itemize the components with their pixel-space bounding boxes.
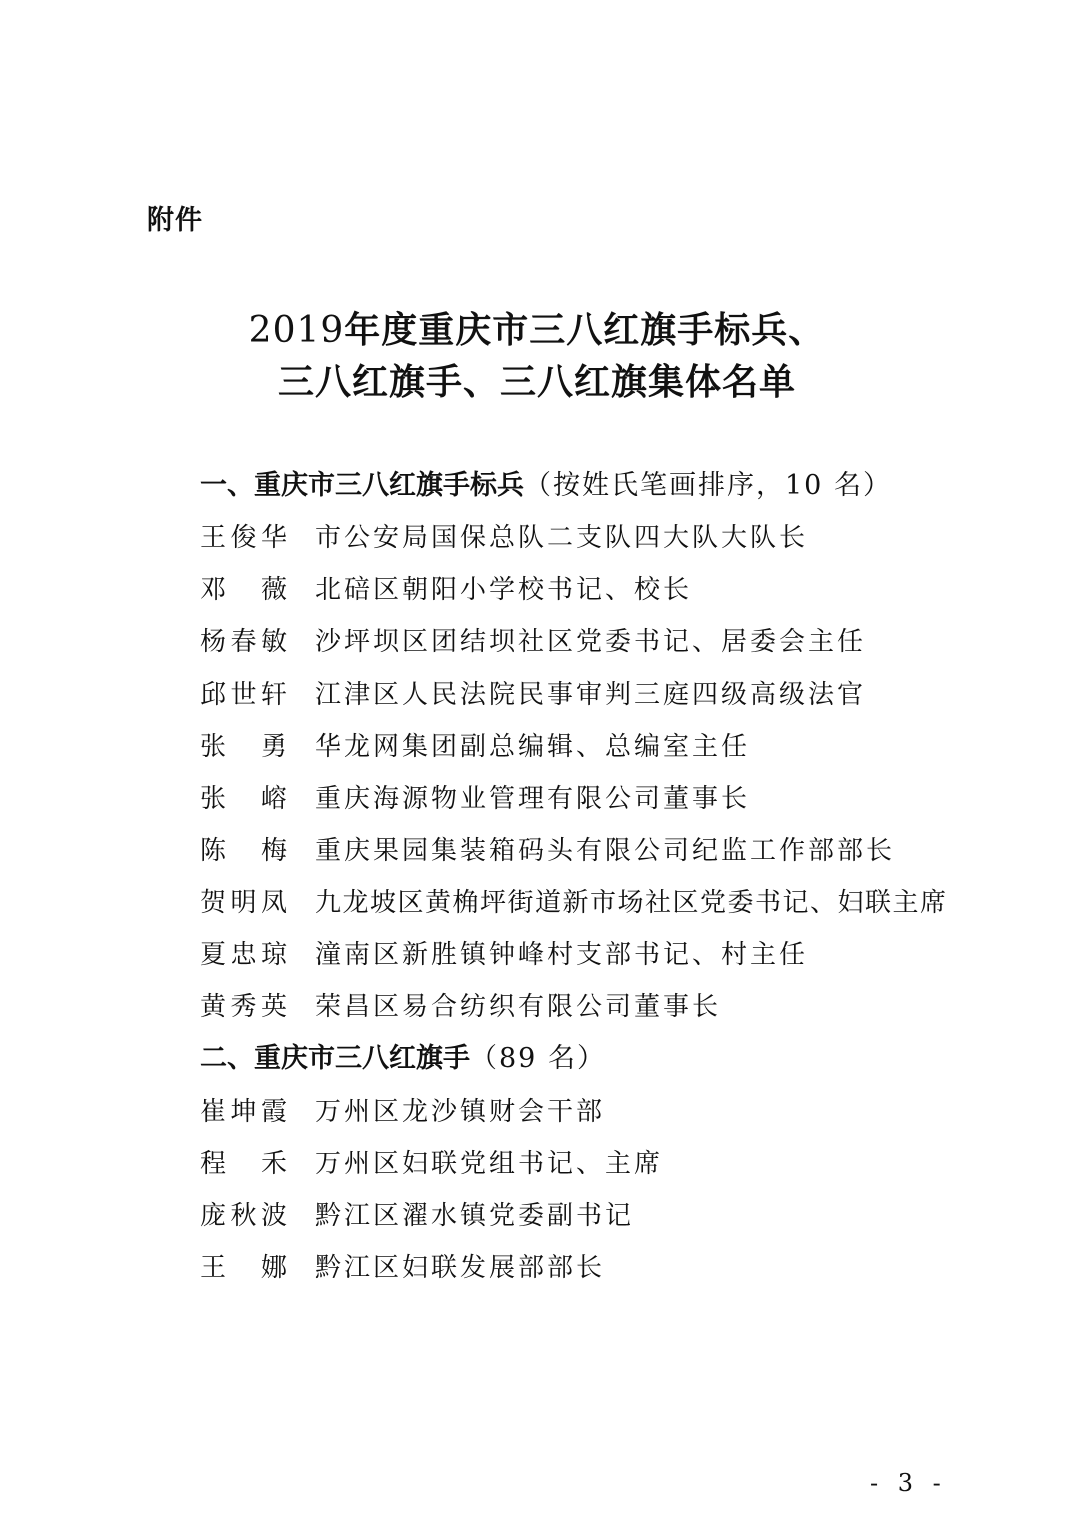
person-name: 程 禾	[200, 1149, 288, 1179]
person-name: 邱世轩	[200, 680, 288, 710]
person-name: 庞秋波	[200, 1201, 288, 1231]
person-title: 潼南区新胜镇钟峰村支部书记、村主任	[315, 940, 809, 970]
person-title: 重庆海源物业管理有限公司董事长	[315, 784, 751, 814]
person-name: 崔坤霞	[200, 1097, 288, 1127]
person-name: 夏忠琼	[200, 940, 288, 970]
section-heading-2	[200, 1039, 606, 1079]
person-title: 华龙网集团副总编辑、总编室主任	[315, 732, 751, 762]
section-2-heading-text: 二、重庆市三八红旗手	[200, 1043, 470, 1074]
person-name: 王俊华	[200, 523, 288, 553]
person-name: 邓 薇	[200, 575, 288, 605]
person-name: 陈 梅	[200, 836, 288, 866]
person-title: 黔江区濯水镇党委副书记	[315, 1201, 635, 1231]
person-title: 万州区妇联党组书记、主席	[315, 1149, 664, 1179]
person-title: 重庆果园集装箱码头有限公司纪监工作部部长	[315, 836, 896, 866]
person-name: 王 娜	[200, 1253, 288, 1283]
person-title: 九龙坡区黄桷坪街道新市场社区党委书记、妇联主席	[315, 888, 948, 918]
title-year: 2019	[248, 310, 345, 351]
person-title: 万州区龙沙镇财会干部	[315, 1097, 606, 1127]
person-title: 沙坪坝区团结坝社区党委书记、居委会主任	[315, 627, 867, 657]
attachment-label: 附件	[147, 205, 203, 236]
person-title: 北碚区朝阳小学校书记、校长	[315, 575, 693, 605]
person-title: 江津区人民法院民事审判三庭四级高级法官	[315, 680, 867, 710]
person-title: 市公安局国保总队二支队四大队大队长	[315, 523, 809, 553]
section-2-note: （89 名）	[470, 1043, 606, 1074]
title-line-1-text: 年度重庆市三八红旗手标兵、	[344, 310, 826, 351]
person-name: 贺明凤	[200, 888, 288, 918]
section-1-note: （按姓氏笔画排序，10 名）	[524, 470, 892, 501]
person-name: 杨春敏	[200, 627, 288, 657]
section-1-heading-text: 一、重庆市三八红旗手标兵	[200, 470, 524, 501]
document-title-line-1	[0, 306, 1074, 356]
person-name: 张 勇	[200, 732, 288, 762]
document-title-line-2: 三八红旗手、三八红旗集体名单	[277, 362, 796, 403]
person-name: 张 嵱	[200, 784, 288, 814]
person-title: 荣昌区易合纺织有限公司董事长	[315, 992, 722, 1022]
person-name: 黄秀英	[200, 992, 288, 1022]
person-title: 黔江区妇联发展部部长	[315, 1253, 606, 1283]
page-number: - 3 -	[870, 1469, 947, 1497]
section-heading-1	[200, 466, 892, 506]
